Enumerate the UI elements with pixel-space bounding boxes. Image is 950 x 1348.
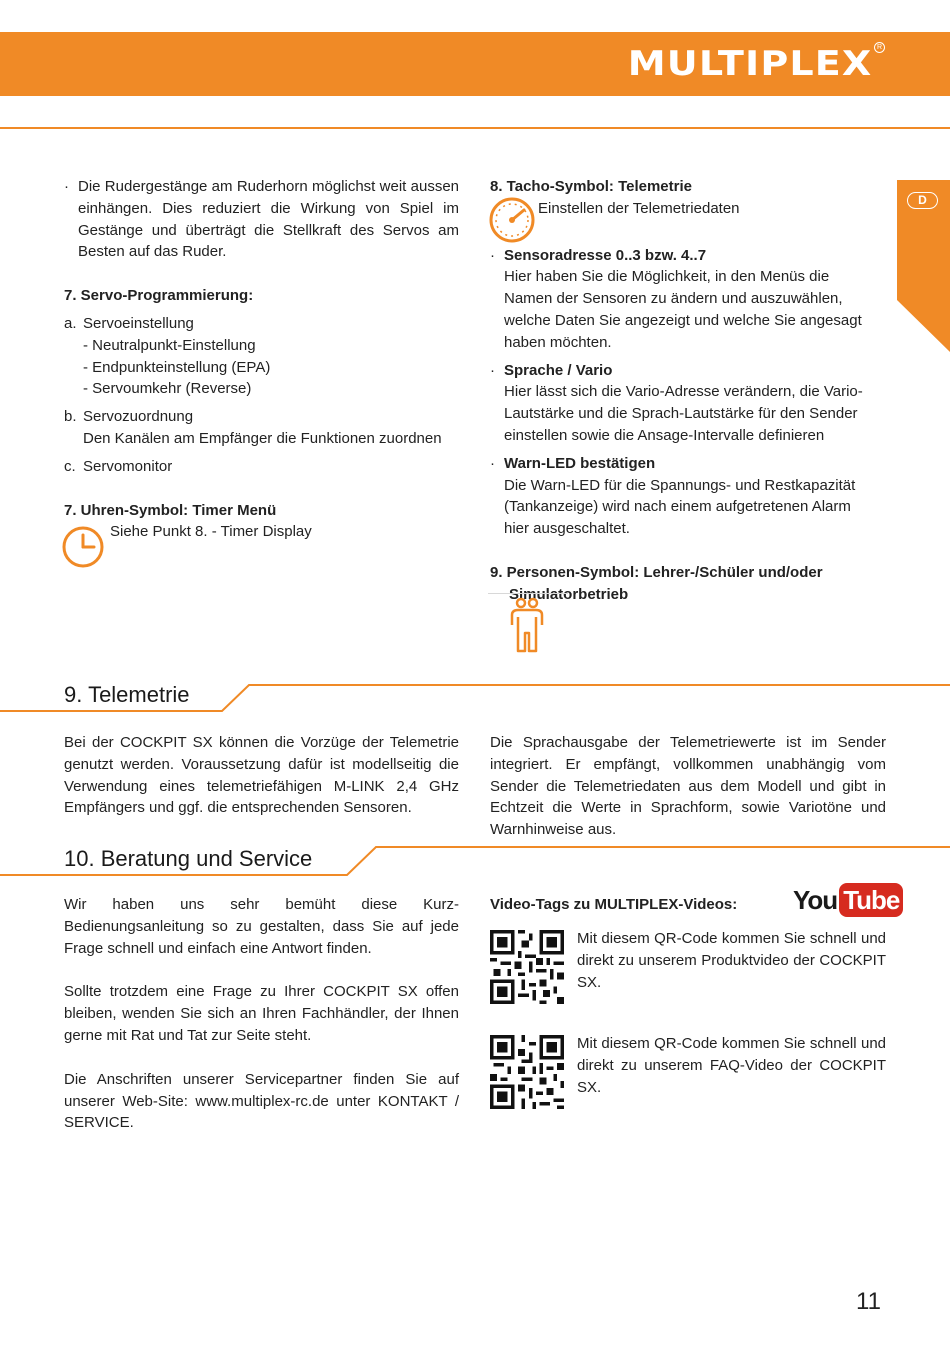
- timer-text: Siehe Punkt 8. - Timer Display: [110, 523, 312, 541]
- tachometer-icon: [486, 196, 540, 244]
- telemetrie-left-text: Bei der COCKPIT SX können die Vorzüge der Telemetrie genutzt werden. Voraussetzung dafür ist modellseitig die Verwendung eines telemetriefähigen M-LINK 2,4 GHz Empfängers und ggf. die entsprechenden Sensoren.: [64, 734, 459, 817]
- service-para-1: Wir haben uns sehr bemüht diese Kurz-Bedienungsanleitung so zu gestalten, dass Sie auf jede Frage schnell und einfach eine Antwort finden.: [64, 896, 459, 957]
- vario-title: · Sprache / Vario: [504, 361, 613, 379]
- header-rule: [0, 127, 950, 129]
- multiplex-logo: MULTIPLEX: [627, 44, 872, 84]
- service-left-column: [64, 894, 459, 1134]
- section-service-title: 10. Beratung und Service: [64, 846, 313, 871]
- vario-item: [490, 360, 870, 447]
- service-para-2: Sollte trotzdem eine Frage zu Ihrer COCKPIT SX offen bleiben, wenden Sie sich an Ihren Fachhändler, der Ihnen gerne mit Rat und Tat zur Seite steht.: [64, 983, 459, 1044]
- servo-item-c: [64, 456, 459, 478]
- person-heading-line1: 9. Personen-Symbol: Lehrer-/Schüler und/oder: [490, 563, 823, 581]
- clock-icon: [61, 526, 105, 568]
- registered-mark: R: [874, 42, 885, 53]
- timer-heading: 7. Uhren-Symbol: Timer Menü: [64, 501, 277, 519]
- led-text: Die Warn-LED für die Spannungs- und Restkapazität (Tankanzeige) wird nach einem aufgetretenen Alarm hier ausgeschaltet.: [504, 476, 856, 538]
- telemetrie-right-text: Die Sprachausgabe der Telemetriewerte ist im Sender integriert. Er empfängt, vollkommen unabhängig vom Sender die Telemetriedaten aus dem Modell und gibt in Echtzeit die Werte in Sprachform, sowie Variotöne und Warnhinweise aus.: [490, 734, 886, 839]
- sensor-text: Hier haben Sie die Möglichkeit, in den Menüs die Namen der Sensoren zu ändern und auszuwählen, welche Daten Sie angezeigt und welche Sie angesagt haben möchten.: [504, 268, 862, 351]
- qr2-text: Mit diesem QR-Code kommen Sie schnell und direkt zu unserem FAQ-Video der COCKPIT SX.: [577, 1035, 886, 1096]
- sensor-title: · Sensoradresse 0..3 bzw. 4..7: [504, 246, 707, 264]
- servo-b-title: Servozuordnung: [83, 408, 194, 426]
- qr-code-product-video[interactable]: [490, 930, 564, 1004]
- tacho-heading: 8. Tacho-Symbol: Telemetrie: [490, 178, 692, 195]
- vario-text: Hier lässt sich die Vario-Adresse verändern, die Vario-Lautstärke und die Sprach-Lautstärke für den Sender einstellen sowie die Ansage-Intervalle definieren: [504, 383, 863, 444]
- teacher-student-icon: [488, 593, 568, 653]
- servo-a-label: a.: [64, 314, 77, 332]
- servo-heading: 7. Servo-Programmierung:: [64, 287, 254, 305]
- service-para-3: Die Anschriften unserer Servicepartner finden Sie auf unserer Web-Site: www.multiplex-rc.de unter KONTAKT / SERVICE.: [64, 1070, 459, 1132]
- servo-c-label: c.: [64, 457, 76, 475]
- right-top-column: [490, 176, 870, 606]
- language-tab: [897, 180, 950, 352]
- qr-code-faq-video[interactable]: [490, 1035, 564, 1109]
- sensor-item: [490, 245, 870, 354]
- servo-a-sub2: - Endpunkteinstellung (EPA): [83, 358, 271, 376]
- servo-a-sub3: - Servoumkehr (Reverse): [83, 380, 252, 398]
- left-top-column: [64, 176, 459, 543]
- servo-c-title: Servomonitor: [83, 457, 173, 475]
- led-item: [490, 453, 870, 540]
- youtube-you: You: [793, 885, 838, 915]
- person-heading-line2: Simulatorbetrieb: [509, 585, 629, 603]
- youtube-logo[interactable]: [793, 883, 903, 917]
- servo-a-sub1: - Neutralpunkt-Einstellung: [83, 336, 256, 354]
- section-service-header: [0, 842, 950, 884]
- servo-a-title: Servoeinstellung: [83, 314, 194, 332]
- qr1-text: Mit diesem QR-Code kommen Sie schnell und direkt zu unserem Produktvideo der COCKPIT SX.: [577, 930, 886, 991]
- section-telemetrie-title: 9. Telemetrie: [64, 682, 190, 707]
- youtube-tube: Tube: [839, 883, 903, 917]
- led-title: · Warn-LED bestätigen: [504, 454, 656, 472]
- servo-b-label: b.: [64, 408, 77, 426]
- page-number: 11: [856, 1288, 881, 1315]
- intro-bullet: · Die Rudergestänge am Ruderhorn möglichst weit aussen einhängen. Dies reduziert die Wirkung von Spiel im Gestänge und überträgt die Stellkraft des Servos am Besten auf das Ruder.: [64, 176, 459, 263]
- language-badge: D: [907, 192, 938, 209]
- tacho-text: Einstellen der Telemetriedaten: [538, 199, 740, 217]
- servo-b-text: Den Kanälen am Empfänger die Funktionen zuordnen: [83, 429, 442, 447]
- servo-item-a: [64, 313, 459, 335]
- section-telemetrie-header: [0, 678, 950, 720]
- video-tags-heading: Video-Tags zu MULTIPLEX-Videos:: [490, 896, 738, 913]
- servo-item-b: [64, 406, 459, 428]
